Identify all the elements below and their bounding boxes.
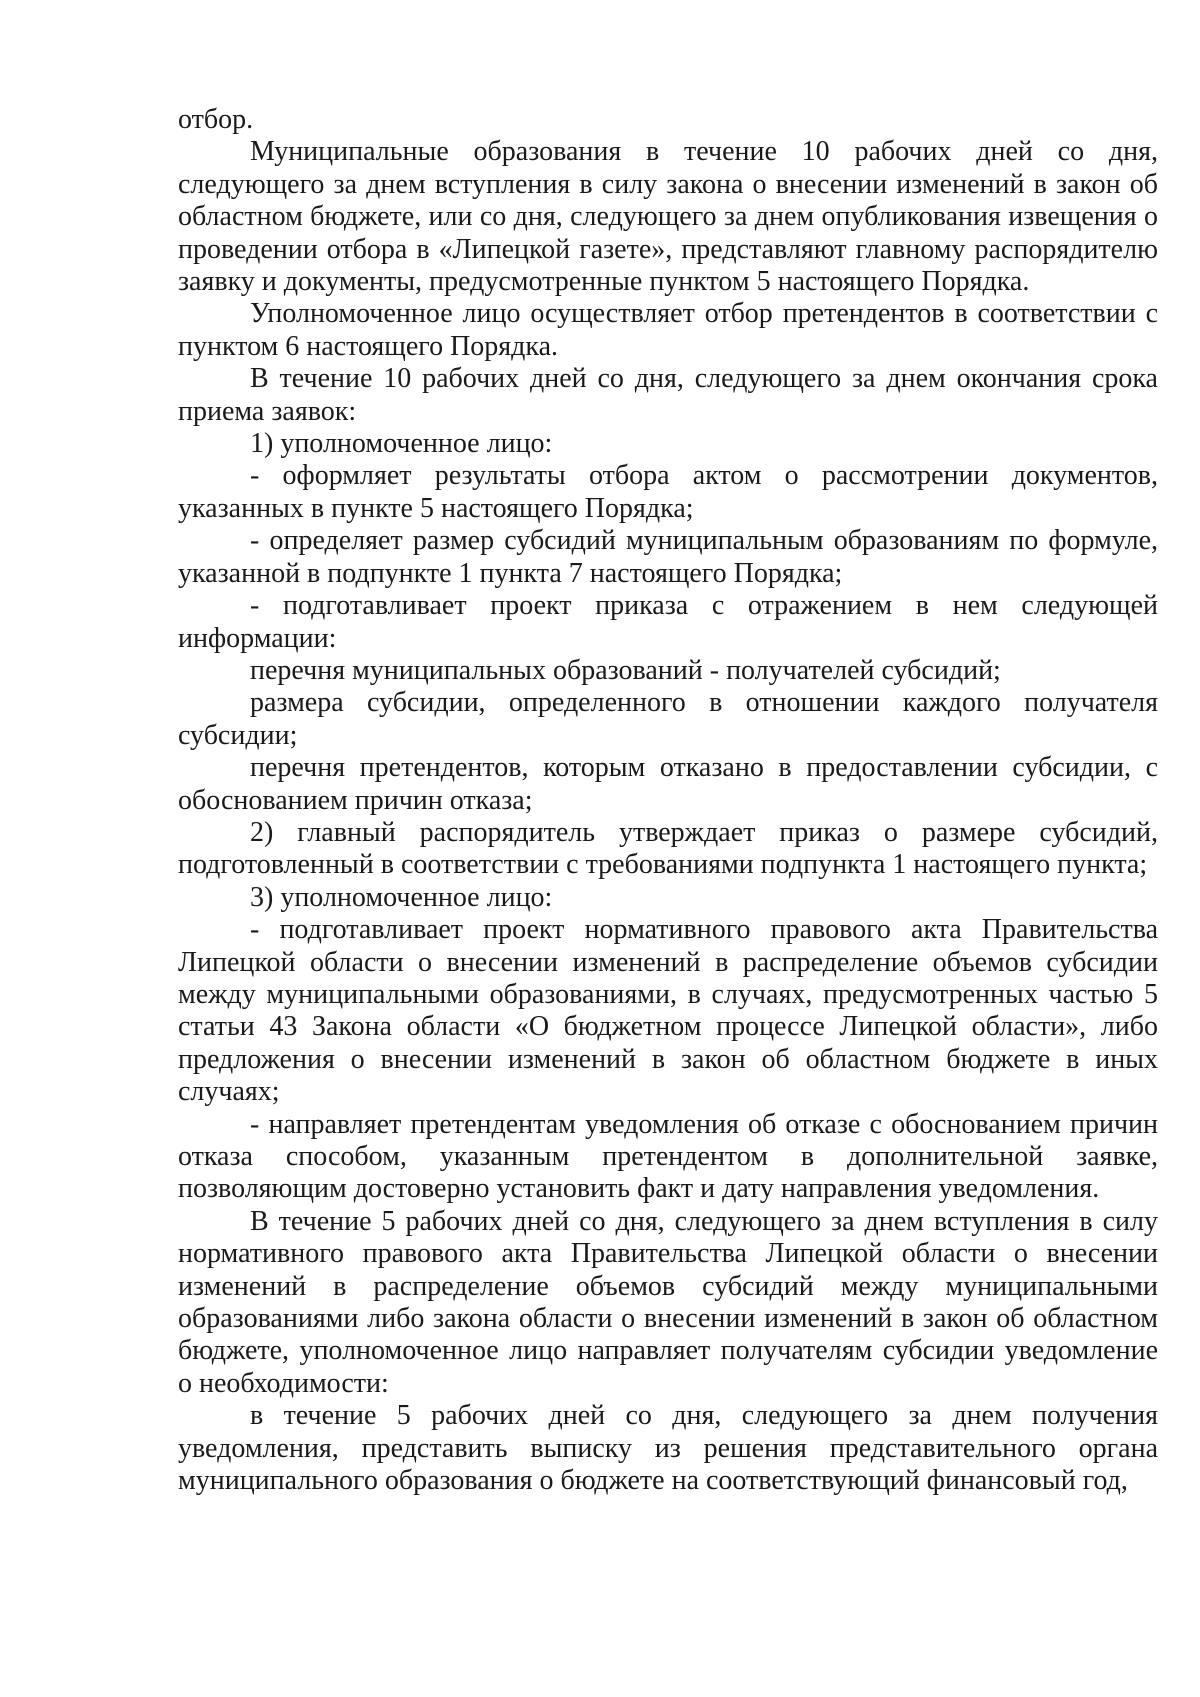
paragraph: 3) уполномоченное лицо: [250, 881, 553, 913]
paragraph: - подготавливает проект приказа с отражением в нем следующей информации: [178, 590, 1158, 654]
paragraph: размера субсидии, определенного в отношении каждого получателя субсидии; [178, 687, 1158, 751]
paragraph: 1) уполномоченное лицо: [250, 428, 553, 460]
paragraph: отбор. [178, 104, 254, 135]
paragraph: в течение 5 рабочих дней со дня, следующего за днем получения уведомления, представить выписку из решения представительного органа муниципального образования о бюджете на соответствующий финансовый год, [178, 1400, 1158, 1497]
paragraph: - подготавливает проект нормативного правового акта Правительства Липецкой области о внесении изменений в распределение объемов субсидии между муниципальными образованиями, в случаях, предусмотренных частью 5 статьи 43 Закона области «О бюджетном процессе Липецкой области», либо предложения о внесении изменений в закон об областном бюджете в иных случаях; [178, 914, 1158, 1108]
paragraph: перечня муниципальных образований - получателей субсидий; [250, 654, 1001, 686]
paragraph: В течение 5 рабочих дней со дня, следующего за днем вступления в силу нормативного правового акта Правительства Липецкой области о внесении изменений в распределение объемов субсидий между муниципальными образованиями либо закона области о внесении изменений в закон об областном бюджете, уполномоченное лицо направляет получателям субсидии уведомление о необходимости: [178, 1205, 1158, 1399]
paragraph: 2) главный распорядитель утверждает приказ о размере субсидий, подготовленный в соответствии с требованиями подпункта 1 настоящего пункта; [178, 816, 1158, 881]
paragraph: Уполномоченное лицо осуществляет отбор претендентов в соответствии с пунктом 6 настоящего Порядка. [178, 298, 1158, 362]
paragraph: - оформляет результаты отбора актом о рассмотрении документов, указанных в пункте 5 настоящего Порядка; [178, 460, 1158, 524]
paragraph: - направляет претендентам уведомления об отказе с обоснованием причин отказа способом, указанным претендентом в дополнительной заявке, позволяющим достоверно установить факт и дату направления уведомления. [178, 1108, 1158, 1205]
paragraph: - определяет размер субсидий муниципальным образованиям по формуле, указанной в подпункте 1 пункта 7 настоящего Порядка; [178, 525, 1158, 589]
paragraph: перечня претендентов, которым отказано в предоставлении субсидии, с обоснованием причин отказа; [178, 752, 1158, 816]
paragraph: В течение 10 рабочих дней со дня, следующего за днем окончания срока приема заявок: [178, 363, 1158, 427]
paragraph: Муниципальные образования в течение 10 рабочих дней со дня, следующего за днем вступления в силу закона о внесении изменений в закон об областном бюджете, или со дня, следующего за днем опубликования извещения о проведении отбора в «Липецкой газете», представляют главному распорядителю заявку и документы, предусмотренные пунктом 5 настоящего Порядка. [178, 136, 1158, 298]
document-body [178, 104, 1158, 1497]
